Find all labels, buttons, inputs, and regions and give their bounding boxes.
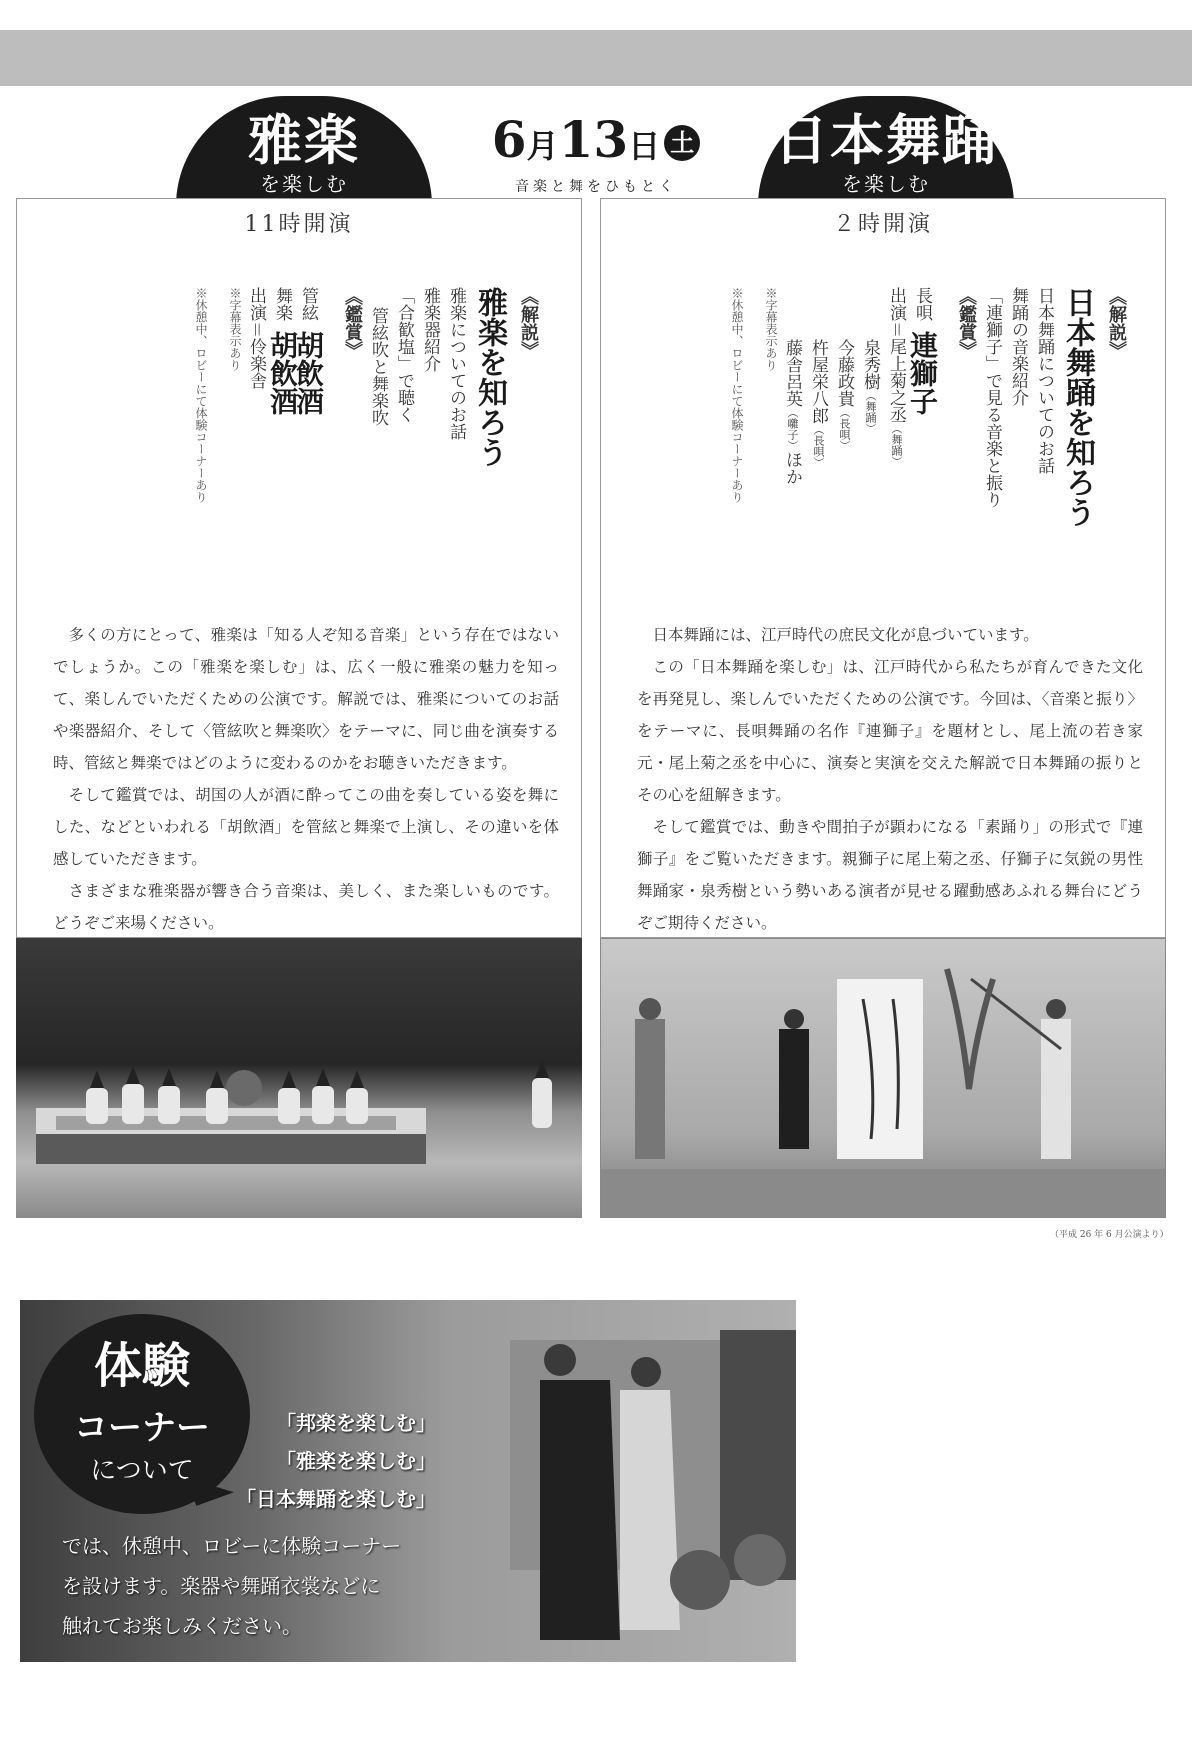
gagaku-commentary-label: 《解説》 (518, 287, 539, 359)
bubble-line1: 体験 (93, 1338, 190, 1394)
buyo-cast-suffix: ほか (782, 451, 802, 485)
gagaku-stage-illustration (16, 938, 582, 1218)
buyo-cast-role: （囃子） (786, 407, 799, 451)
buyo-commentary-line: 舞踊の音楽紹介 (1008, 287, 1028, 406)
gagaku-description (53, 619, 559, 939)
buyo-paragraph: そして鑑賞では、動きや間拍子が顕わになる「素踊り」の形式で『連獅子』をご覧いただきます。親獅子に尾上菊之丞、仔獅子に気鋭の男性舞踊家・泉秀樹という勢いある演者が見せる躍動感あふれる舞台にどうぞご期待ください。 (637, 818, 1143, 932)
buyo-stage-illustration (601, 939, 1165, 1217)
gagaku-panel (16, 198, 582, 938)
buyo-note: ※休憩中、ロビーにて体験コーナーあり (730, 287, 744, 503)
buyo-appreciation-label: 《鑑賞》 (956, 287, 977, 359)
buyo-cast-role: （舞踊） (890, 423, 903, 467)
bubble-line3: について (90, 1456, 194, 1486)
experience-program: 「日本舞踊を楽しむ」 (236, 1487, 436, 1511)
buyo-commentary-line: 日本舞踊についてのお話 (1034, 287, 1054, 474)
buyo-badge-title: 日本舞踊 (774, 108, 998, 172)
photo-credit: （平成 26 年 6 月公演より） (1050, 1230, 1169, 1240)
gagaku-commentary-line: 管絃吹と舞楽吹 (368, 307, 388, 426)
date-month: 6 (491, 110, 527, 169)
buyo-paragraph: 日本舞踊には、江戸時代の庶民文化が息づいています。 (652, 626, 1039, 644)
experience-corner (20, 1300, 796, 1662)
gagaku-badge (176, 96, 432, 206)
gagaku-stage-photo (16, 938, 582, 1218)
gagaku-showtime: 11時開演 (244, 212, 354, 237)
buyo-cast-name: 藤舎呂英 (782, 339, 802, 407)
date-weekday: 土 (664, 125, 700, 161)
buyo-showtime: ２時開演 (832, 212, 933, 237)
date-month-unit: 月 (526, 127, 559, 165)
buyo-paragraph: この「日本舞踊を楽しむ」は、江戸時代から私たちが育んできた文化を再発見し、楽しんでいただくための公演です。今回は、〈音楽と振り〉をテーマに、長唄舞踊の名作『連獅子』を題材とし、尾上流の若き家元・尾上菊之丞を中心に、演奏と実演を交えた解説で日本舞踊の振りとその心を紐解きます。 (637, 658, 1143, 804)
gagaku-paragraph: 多くの方にとって、雅楽は「知る人ぞ知る音楽」という存在ではないでしょうか。この「雅楽を楽しむ」は、広く一般に雅楽の魅力を知って、楽しんでいただくための公演です。解説では、雅楽についてのお話や楽器紹介、そして〈管絃吹と舞楽吹〉をテーマに、同じ曲を演奏する時、管絃と舞楽ではどのように変わるのかをお聴きいただきます。 (53, 626, 559, 772)
buyo-commentary-line: 「連獅子」で見る音楽と振り (982, 287, 1002, 508)
gagaku-commentary-line: 雅楽器紹介 (420, 287, 440, 372)
buyo-badge-subtitle: を楽しむ (842, 172, 930, 196)
buyo-badge (758, 96, 1014, 206)
gagaku-commentary-title: 雅楽を知ろう (472, 287, 507, 467)
buyo-work-genre: 長唄 (912, 287, 932, 321)
buyo-description (637, 619, 1143, 939)
experience-programs (236, 1404, 436, 1518)
gagaku-work-genre: 管絃 (298, 287, 318, 321)
buyo-cast-name: 尾上菊之丞 (886, 338, 906, 423)
buyo-commentary-title: 日本舞踊を知ろう (1060, 287, 1095, 527)
gagaku-badge-title: 雅楽 (248, 108, 360, 172)
buyo-work-title: 連獅子 (906, 331, 939, 415)
buyo-panel (600, 198, 1166, 938)
experience-text-line: を設けます。楽器や舞踊衣裳などに (62, 1574, 381, 1598)
gagaku-work-title: 胡飲酒 (266, 331, 299, 415)
buyo-commentary-label: 《解説》 (1106, 287, 1127, 359)
gagaku-note: ※字幕表示あり (228, 287, 242, 371)
date-day: 13 (558, 110, 629, 169)
gagaku-appreciation-label: 《鑑賞》 (342, 287, 363, 359)
buyo-cast-role: （舞踊） (864, 390, 877, 434)
gagaku-badge-subtitle: を楽しむ (260, 172, 348, 196)
buyo-cast-name: 杵屋栄八郎 (808, 339, 828, 424)
event-date (468, 112, 724, 196)
date-day-unit: 日 (628, 127, 661, 165)
buyo-cast-role: （長唄） (812, 424, 825, 468)
gagaku-commentary-line: 「合歓塩」で聴く (394, 287, 414, 423)
experience-text-line: では、休憩中、ロビーに体験コーナー (62, 1534, 402, 1558)
experience-text-line: 触れてお楽しみください。 (62, 1614, 302, 1638)
experience-program: 「邦楽を楽しむ」 (276, 1411, 436, 1435)
top-bar (0, 30, 1192, 86)
buyo-cast-role: （長唄） (838, 407, 851, 451)
gagaku-paragraph: そして鑑賞では、胡国の人が酒に酔ってこの曲を奏している姿を舞にした、などといわれる「胡飲酒」を管絃と舞楽で上演し、その違いを体感していただきます。 (53, 786, 559, 868)
buyo-note: ※字幕表示あり (764, 287, 778, 371)
gagaku-commentary-line: 雅楽についてのお話 (446, 287, 466, 440)
buyo-cast-name: 泉秀樹 (860, 339, 880, 390)
buyo-cast-name: 今藤政貴 (834, 339, 854, 407)
date-subtitle: 音楽と舞をひもとく (515, 179, 677, 195)
buyo-cast-prefix: 出演＝ (886, 287, 906, 338)
experience-program: 「雅楽を楽しむ」 (276, 1449, 436, 1473)
gagaku-paragraph: さまざまな雅楽器が響き合う音楽は、美しく、また楽しいものです。どうぞご来場ください。 (53, 882, 559, 932)
gagaku-work-genre: 舞楽 (272, 287, 292, 321)
experience-text (62, 1526, 401, 1646)
gagaku-note: ※休憩中、ロビーにて体験コーナーあり (194, 287, 208, 503)
gagaku-work-title: 胡飲酒 (292, 331, 325, 415)
bubble-line2: コーナー (74, 1408, 210, 1448)
buyo-stage-photo (600, 938, 1166, 1218)
gagaku-cast: 出演＝伶楽舎 (246, 287, 266, 389)
